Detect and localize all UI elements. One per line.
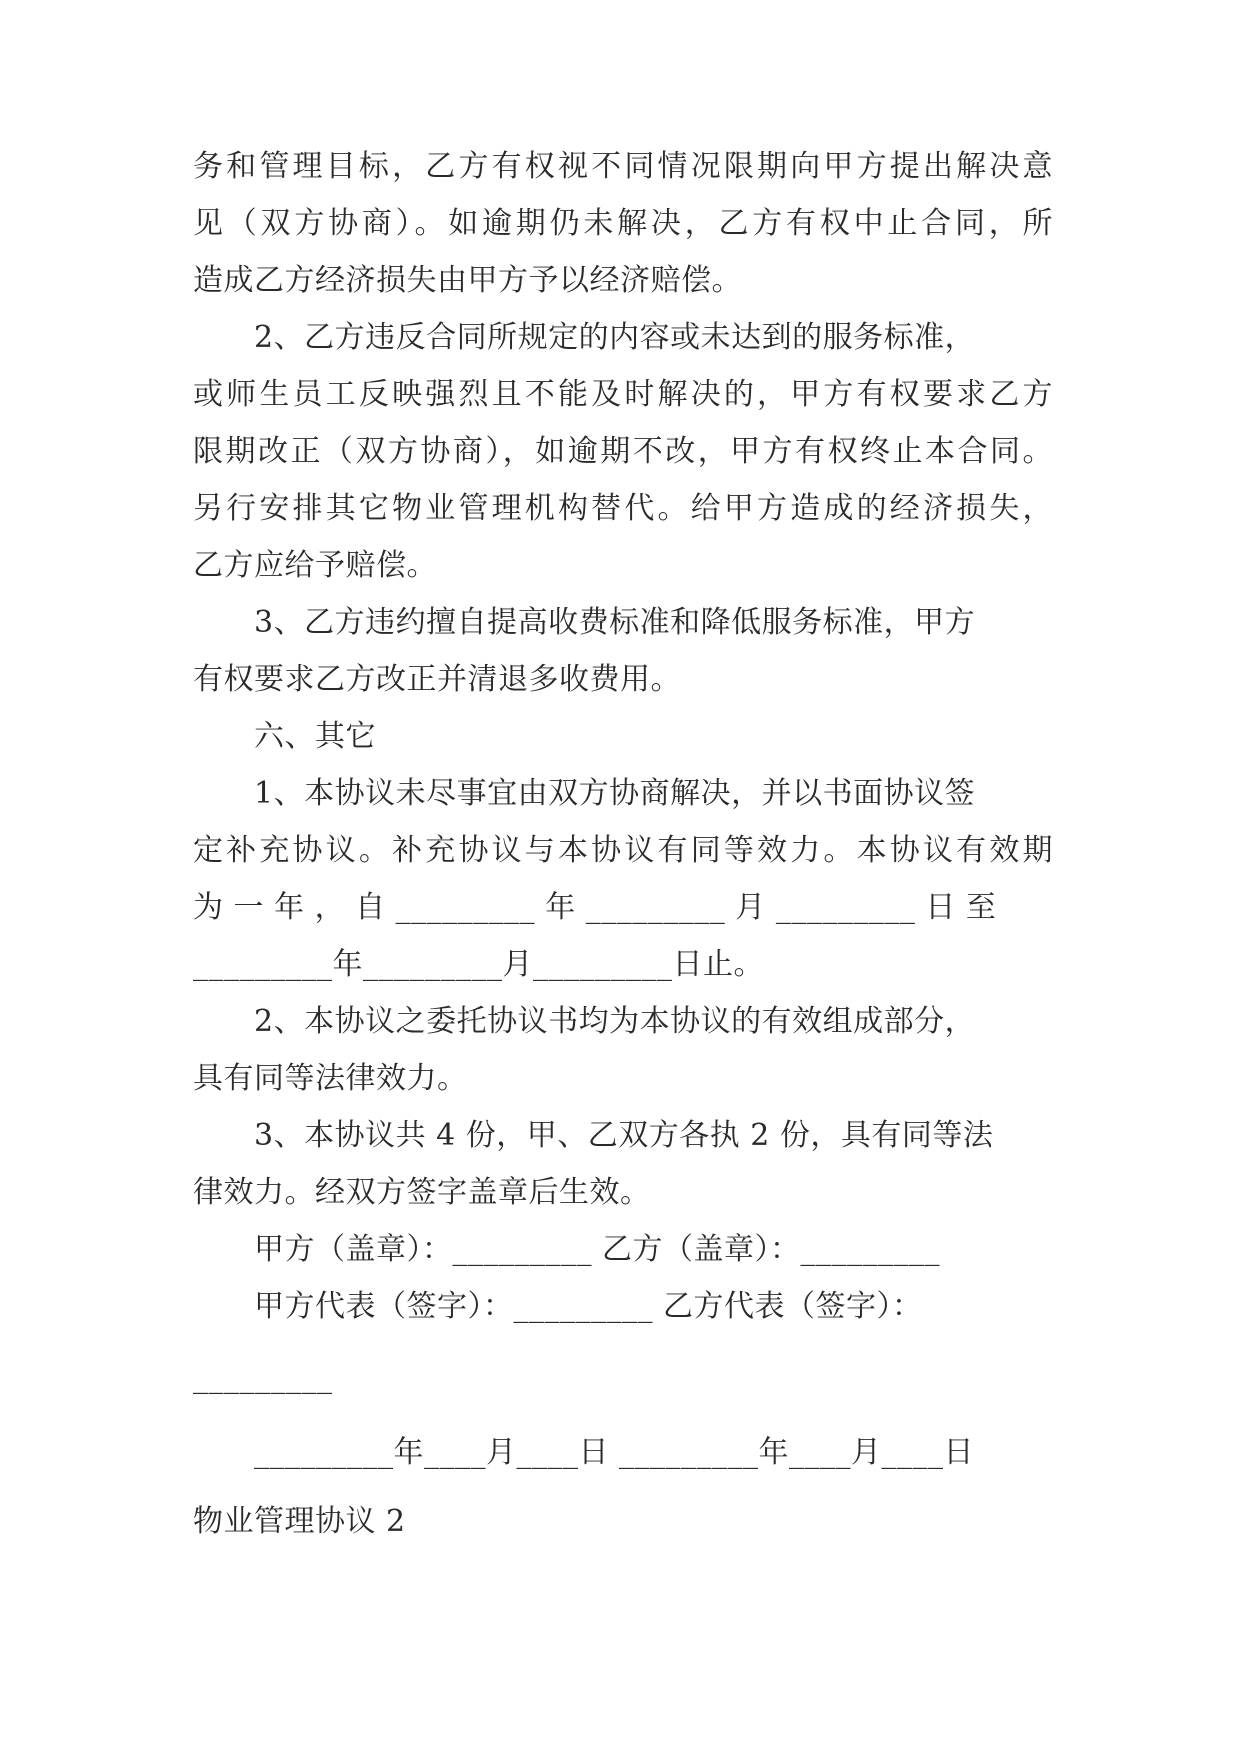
signature-line-continuation: _________ <box>193 1360 333 1395</box>
text-line: 限期改正（双方协商），如逾期不改，甲方有权终止本合同。 <box>193 434 1053 469</box>
text-line: 3、乙方违约擅自提高收费标准和降低服务标准，甲方 <box>193 605 976 640</box>
date-line: _________年____月____日 _________年____月____日 <box>193 1435 975 1470</box>
text-line: 3、本协议共 4 份，甲、乙双方各执 2 份，具有同等法 <box>193 1118 994 1153</box>
text-line: 律效力。经双方签字盖章后生效。 <box>193 1175 651 1210</box>
text-line: 定补充协议。补充协议与本协议有同等效力。本协议有效期 <box>193 833 1053 868</box>
text-line: 具有同等法律效力。 <box>193 1061 468 1096</box>
section-heading: 六、其它 <box>193 719 376 754</box>
text-line: 2、乙方违反合同所规定的内容或未达到的服务标准， <box>193 320 976 355</box>
text-line: 另行安排其它物业管理机构替代。给甲方造成的经济损失， <box>193 491 1053 526</box>
next-section-title: 物业管理协议 2 <box>193 1504 406 1539</box>
text-line: 见（双方协商）。如逾期仍未解决，乙方有权中止合同，所 <box>193 206 1053 241</box>
text-line: 乙方应给予赔偿。 <box>193 548 437 583</box>
signature-line-representative: 甲方代表（签字）：_________ 乙方代表（签字）： <box>193 1289 923 1324</box>
text-line: 造成乙方经济损失由甲方予以经济赔偿。 <box>193 263 742 298</box>
text-line: 为 一 年 ， 自 _________ 年 _________ 月 _________ 日 至 <box>193 890 997 925</box>
signature-line-seal: 甲方（盖章）：_________ 乙方（盖章）：_________ <box>193 1232 941 1267</box>
text-line: 有权要求乙方改正并清退多收费用。 <box>193 662 681 697</box>
text-line: 2、本协议之委托协议书均为本协议的有效组成部分， <box>193 1004 976 1039</box>
text-line: 1、本协议未尽事宜由双方协商解决，并以书面协议签 <box>193 776 976 811</box>
text-line: 务和管理目标，乙方有权视不同情况限期向甲方提出解决意 <box>193 149 1053 184</box>
text-line: 或师生员工反映强烈且不能及时解决的，甲方有权要求乙方 <box>193 377 1053 412</box>
text-line: _________年_________月_________日止。 <box>193 947 764 982</box>
